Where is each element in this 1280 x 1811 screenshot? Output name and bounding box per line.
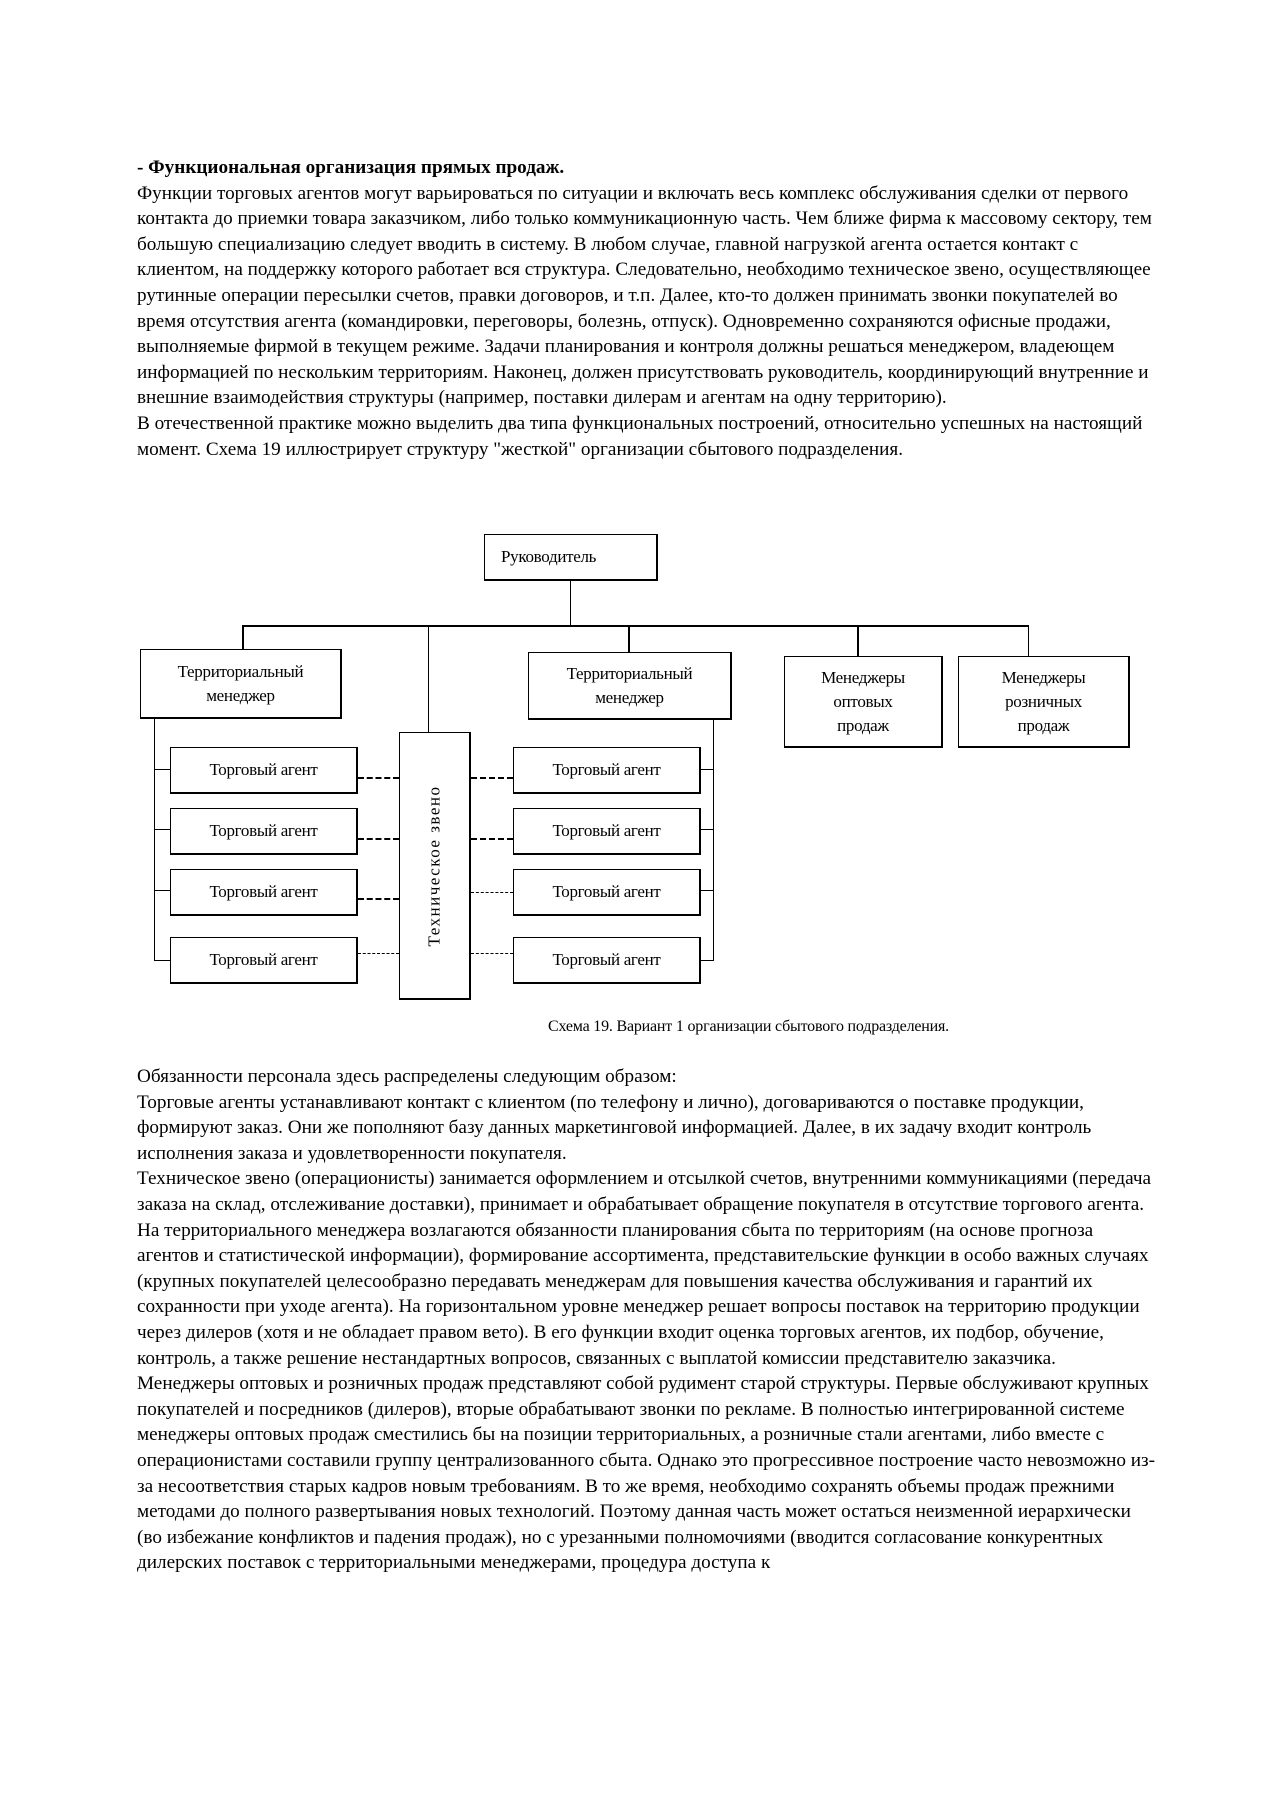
sales-agent-label: Торговый агент: [209, 821, 318, 840]
sales-agent-box: [513, 869, 701, 916]
retail-managers-label: Менеджеры розничных продаж: [1001, 667, 1086, 735]
connector-line: [242, 625, 244, 649]
connector-line: [154, 960, 170, 961]
territorial-manager-box: [528, 652, 732, 720]
sales-agent-box: [170, 747, 358, 794]
sales-agent-label: Торговый агент: [552, 760, 661, 779]
connector-line: [428, 625, 429, 732]
connector-line: [628, 625, 630, 652]
paragraph: Техническое звено (операционисты) занимается оформлением и отсылкой счетов, внутренними коммуникациями (передача заказа на склад, отслеживание доставки), принимает и обрабатывает обращение покупателя в отсутствие торгового агента.: [137, 1168, 1152, 1215]
top-text-block: [137, 155, 1157, 462]
paragraph: Обязанности персонала здесь распределены следующим образом:: [137, 1066, 677, 1087]
diagram-caption: Схема 19. Вариант 1 организации сбытового подразделения.: [548, 1018, 949, 1035]
dashed-link: [471, 777, 513, 779]
paragraph: Торговые агенты устанавливают контакт с клиентом (по телефону и лично), договариваются о поставке продукции, формируют заказ. Они же пополняют базу данных маркетинговой информацией. Далее, в их задачу входит контроль исполнения заказа и удовлетворенности покупателя.: [137, 1091, 1092, 1164]
territorial-manager-label: Территориальный менеджер: [177, 661, 304, 705]
connector-line: [700, 890, 713, 891]
bus-line: [242, 625, 1029, 627]
dashed-link: [358, 953, 399, 954]
technical-unit-box: [399, 732, 471, 1000]
sales-agent-label: Торговый агент: [209, 950, 318, 969]
connector-line: [154, 890, 170, 891]
paragraph: В отечественной практике можно выделить два типа функциональных построений, относительно успешных на настоящий момент. Схема 19 иллюстрирует структуру "жесткой" организации сбытового подразделения.: [137, 412, 1143, 460]
dashed-link: [471, 892, 513, 893]
bottom-text-block: [137, 1064, 1157, 1576]
head-box: [484, 534, 658, 581]
dashed-link: [358, 777, 399, 779]
paragraph: Функции торговых агентов могут варьироваться по ситуации и включать весь комплекс обслуживания сделки от первого контакта до приемки товара заказчиком, либо только коммуникационную часть. Чем ближе фирма к массовому сектору, тем большую специализацию следует вводить в систему. В любом случае, главной нагрузкой агента остается контакт с клиентом, на поддержку которого работает вся структура. Следовательно, необходимо техническое звено, осуществляющее рутинные операции пересылки счетов, правки договоров, и т.п. Далее, кто-то должен принимать звонки покупателей во время отсутствия агента (командировки, переговоры, болезнь, отпуск). Одновременно сохраняются офисные продажи, выполняемые фирмой в текущем режиме. Задачи планирования и контроля должны решаться менеджером, владеющем информацией по нескольким территориям. Наконец, должен присутствовать руководитель, координирующий внутренние и внешние взаимодействия структуры (например, поставки дилерам и агентам на одну территорию).: [137, 182, 1152, 409]
right-spine-line: [713, 720, 714, 961]
retail-managers-box: [958, 656, 1130, 748]
connector-line: [700, 829, 713, 830]
connector-line: [154, 769, 170, 770]
sales-agent-label: Торговый агент: [209, 882, 318, 901]
sales-agent-box: [513, 808, 701, 855]
connector-line: [1028, 625, 1029, 656]
territorial-manager-label: Территориальный менеджер: [566, 663, 693, 707]
sales-agent-box: [170, 869, 358, 916]
head-label: Руководитель: [501, 547, 597, 566]
sales-agent-label: Торговый агент: [552, 821, 661, 840]
paragraph: На территориального менеджера возлагаются обязанности планирования сбыта по территориям (на основе прогноза агентов и статистической информации), формирование ассортимента, представительские функции в особо важных случаях (крупных покупателей целесообразно передавать менеджерам для повышения качества обслуживания и гарантий их сохранности при уходе агента). На горизонтальном уровне менеджер решает вопросы поставок на территорию продукции через дилеров (хотя и не обладает правом вето). В его функции входит оценка торговых агентов, их подбор, обучение, контроль, а также решение нестандартных вопросов, связанных с выплатой комиссии представителю заказчика.: [137, 1219, 1149, 1369]
connector-line: [570, 581, 571, 626]
connector-line: [857, 625, 859, 656]
dashed-link: [358, 898, 399, 900]
section-heading: - Функциональная организация прямых продаж.: [137, 157, 565, 178]
sales-agent-label: Торговый агент: [552, 950, 661, 969]
sales-agent-box: [170, 937, 358, 984]
sales-agent-box: [170, 808, 358, 855]
technical-unit-label: Техническое звено: [424, 784, 444, 947]
paragraph: Менеджеры оптовых и розничных продаж представляют собой рудимент старой структуры. Первые обслуживают крупных покупателей и посредников (дилеров), вторые обрабатывают звонки по рекламе. В полностью интегрированной системе менеджеры оптовых продаж сместились бы на позиции территориальных, а розничные стали агентами, либо вместе с операционистами составили группу централизованного сбыта. Однако это прогрессивное построение часто невозможно из-за несоответствия старых кадров новым требованиям. В то же время, необходимо сохранять объемы продаж прежними методами до полного развертывания новых технологий. Поэтому данная часть может остаться неизменной иерархически (во избежание конфликтов и падения продаж), но с урезанными полномочиями (вводится согласование конкурентных дилерских поставок с территориальными менеджерами, процедура доступа к: [137, 1373, 1156, 1574]
dashed-link: [471, 838, 513, 840]
connector-line: [154, 829, 170, 830]
territorial-manager-box: [140, 649, 342, 719]
wholesale-managers-label: Менеджеры оптовых продаж: [821, 667, 905, 735]
connector-line: [700, 960, 713, 961]
dashed-link: [358, 838, 399, 840]
left-spine-line: [154, 719, 155, 961]
wholesale-managers-box: [784, 656, 943, 748]
sales-agent-label: Торговый агент: [209, 760, 318, 779]
sales-agent-box: [513, 937, 701, 984]
sales-agent-box: [513, 747, 701, 794]
sales-agent-label: Торговый агент: [552, 882, 661, 901]
dashed-link: [471, 953, 513, 954]
connector-line: [700, 769, 713, 770]
